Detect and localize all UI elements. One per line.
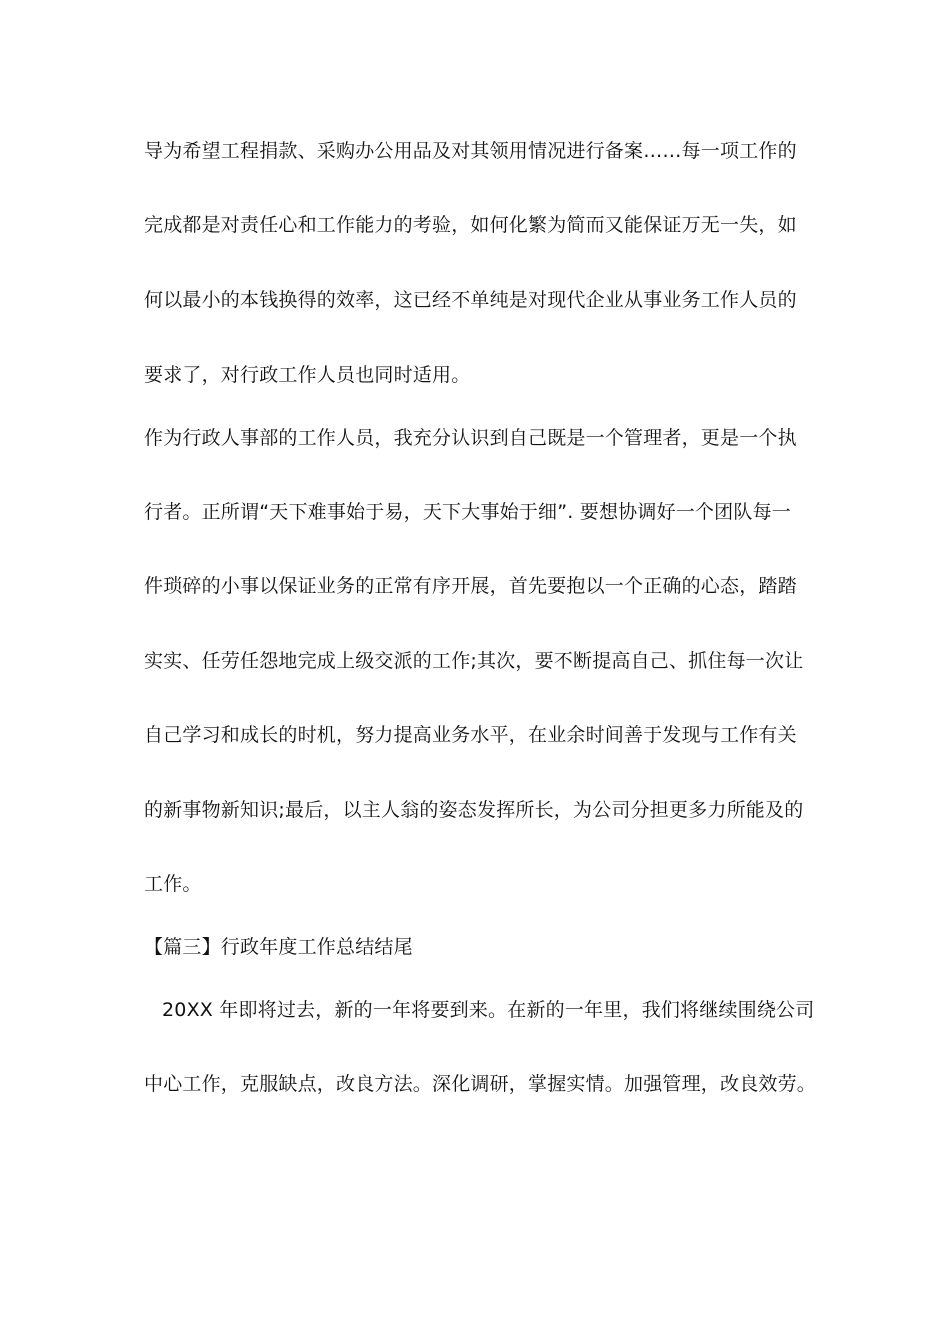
paragraph-2-line-1: 作为行政人事部的工作人员，我充分认识到自己既是一个管理者，更是一个执	[144, 427, 797, 449]
paragraph-3-line-2: 中心工作，克服缺点，改良方法。深化调研，掌握实情。加强管理，改良效劳。	[144, 1073, 817, 1095]
paragraph-1-line-3: 何以最小的本钱换得的效率，这已经不单纯是对现代企业从事业务工作人员的	[144, 289, 797, 311]
paragraph-1-line-4: 要求了，对行政工作人员也同时适用。	[144, 364, 471, 386]
paragraph-2-line-3: 件琐碎的小事以保证业务的正常有序开展，首先要抱以一个正确的心态，踏踏	[144, 575, 797, 597]
paragraph-1-line-2: 完成都是对责任心和工作能力的考验，如何化繁为简而又能保证万无一失，如	[144, 214, 797, 236]
paragraph-1-line-1: 导为希望工程捐款、采购办公用品及对其领用情况进行备案……每一项工作的	[144, 140, 797, 162]
paragraph-2-line-6: 的新事物新知识;最后，以主人翁的姿态发挥所长，为公司分担更多力所能及的	[144, 799, 804, 821]
paragraph-2-line-2: 行者。正所谓“天下难事始于易，天下大事始于细”. 要想协调好一个团队每一	[144, 501, 791, 523]
paragraph-2-line-7: 工作。	[144, 873, 202, 895]
paragraph-2-line-4: 实实、任劳任怨地完成上级交派的工作;其次，要不断提高自己、抓住每一次让	[144, 650, 804, 672]
paragraph-3-line-1: 20XX 年即将过去，新的一年将要到来。在新的一年里，我们将继续围绕公司	[162, 999, 815, 1021]
section-heading: 【篇三】行政年度工作总结结尾	[144, 936, 413, 958]
paragraph-2-line-5: 自己学习和成长的时机，努力提高业务水平，在业余时间善于发现与工作有关	[144, 724, 797, 746]
